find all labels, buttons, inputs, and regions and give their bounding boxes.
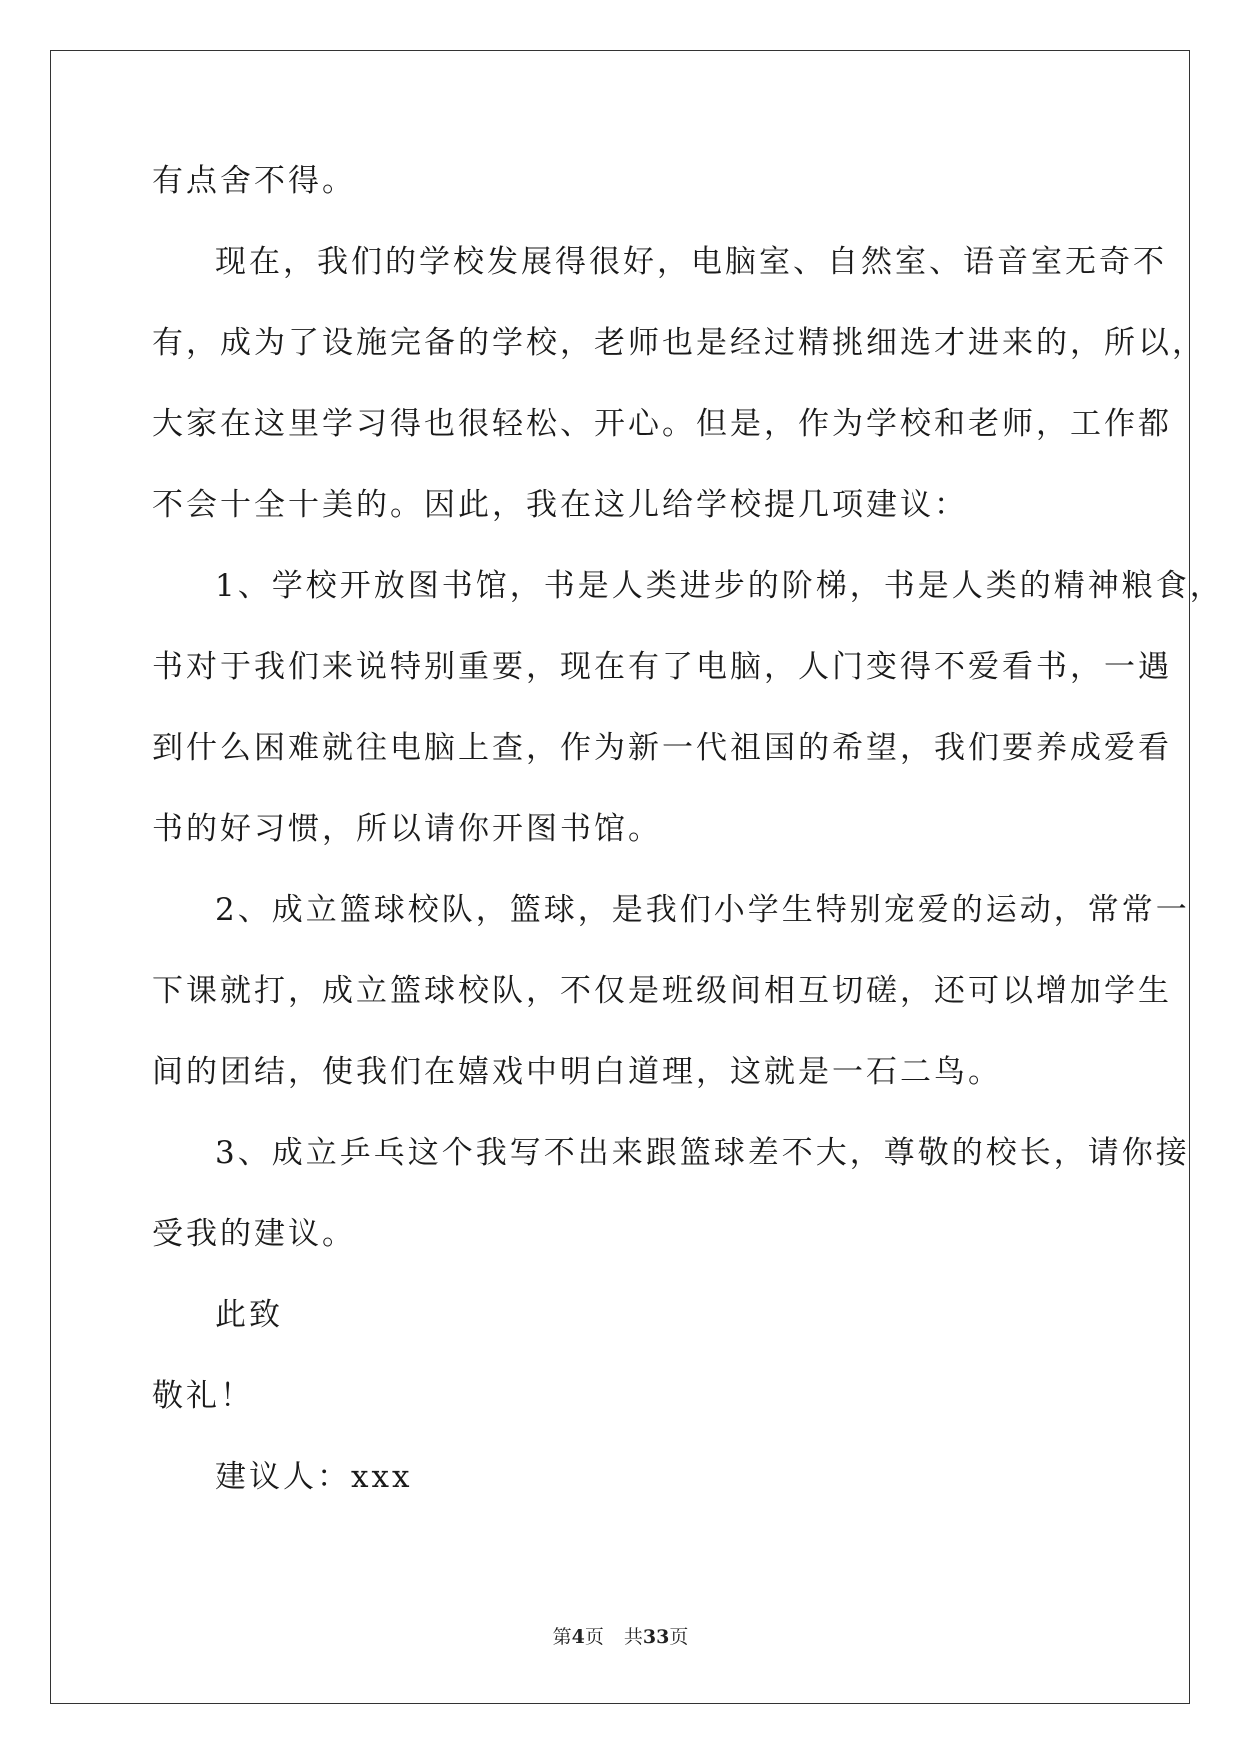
page-footer: [0, 1622, 1241, 1649]
total-suffix: 页: [669, 1626, 689, 1648]
page-number: 4: [571, 1626, 585, 1648]
text-line: 到什么困难就往电脑上查，作为新一代祖国的希望，我们要养成爱看: [152, 730, 1172, 766]
total-prefix: 共: [623, 1626, 643, 1648]
text-line: 现在，我们的学校发展得很好，电脑室、自然室、语音室无奇不: [215, 244, 1167, 280]
text-line: 书对于我们来说特别重要，现在有了电脑，人门变得不爱看书，一遇: [152, 649, 1172, 685]
text-line: 间的团结，使我们在嬉戏中明白道理，这就是一石二鸟。: [152, 1054, 1002, 1090]
text-line: 受我的建议。: [152, 1216, 356, 1252]
text-line: 2、成立篮球校队，篮球，是我们小学生特别宠爱的运动，常常一: [215, 892, 1190, 928]
text-line: 下课就打，成立篮球校队，不仅是班级间相互切磋，还可以增加学生: [152, 973, 1172, 1009]
text-line: 大家在这里学习得也很轻松、开心。但是，作为学校和老师，工作都: [152, 406, 1172, 442]
signature-line: 建议人：xxx: [215, 1459, 413, 1495]
page-suffix: 页: [584, 1626, 604, 1648]
text-line: 书的好习惯，所以请你开图书馆。: [152, 811, 662, 847]
page-prefix: 第: [552, 1626, 572, 1648]
text-line: 有，成为了设施完备的学校，老师也是经过精挑细选才进来的，所以，: [152, 325, 1206, 361]
text-line: 不会十全十美的。因此，我在这儿给学校提几项建议：: [152, 487, 968, 523]
text-line: 1、学校开放图书馆，书是人类进步的阶梯，书是人类的精神粮食，: [215, 568, 1224, 604]
document-body: [152, 163, 1224, 1540]
total-pages: 33: [642, 1626, 670, 1648]
closing-line: 敬礼！: [152, 1378, 254, 1414]
text-line: 有点舍不得。: [152, 163, 356, 199]
text-line: 3、成立乒乓这个我写不出来跟篮球差不大，尊敬的校长，请你接: [215, 1135, 1190, 1171]
salutation-line: 此致: [215, 1297, 283, 1333]
